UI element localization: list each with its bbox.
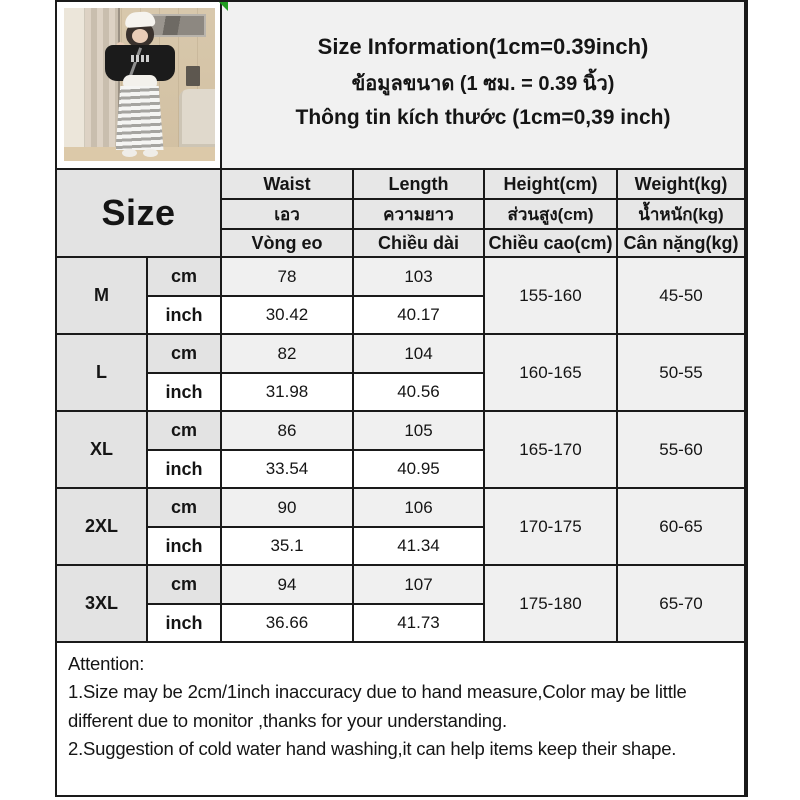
col-header-length-vi: Chiều dài	[354, 230, 483, 256]
col-header-weight-vi: Cân nặng(kg)	[618, 230, 744, 256]
tshirt-graphic	[131, 55, 149, 62]
col-header-waist-th: เอว	[222, 200, 352, 228]
m-waist-inch: 30.42	[222, 297, 352, 333]
col-header-height-en: Height(cm)	[485, 170, 616, 198]
col-header-waist-vi: Vòng eo	[222, 230, 352, 256]
model-photo	[64, 8, 215, 161]
sheer-curtain	[64, 8, 85, 161]
l-length-cm: 104	[354, 335, 483, 372]
attention-note-2: 2.Suggestion of cold water hand washing,it can help items keep their shape.	[68, 737, 677, 759]
col-header-weight-en: Weight(kg)	[618, 170, 744, 198]
l-length-inch: 40.56	[354, 374, 483, 410]
row-size-3xl: 3XL	[57, 566, 146, 641]
bag-strap	[128, 47, 141, 76]
xl-length-cm: 105	[354, 412, 483, 449]
2xl-height: 170-175	[485, 489, 616, 564]
title-block	[222, 2, 744, 168]
title-vietnamese: Thông tin kích thước (1cm=0,39 inch)	[295, 106, 671, 129]
xl-length-inch: 40.95	[354, 451, 483, 487]
col-header-waist-en: Waist	[222, 170, 352, 198]
green-corner-marker	[219, 2, 228, 11]
col-header-height-th: ส่วนสูง(cm)	[485, 200, 616, 228]
l-waist-inch: 31.98	[222, 374, 352, 410]
unit-inch-3xl: inch	[148, 605, 220, 641]
row-size-l: L	[57, 335, 146, 410]
title-thai: ข้อมูลขนาด (1 ซม. = 0.39 นิ้ว)	[351, 73, 615, 95]
m-weight: 45-50	[618, 258, 744, 333]
l-weight: 50-55	[618, 335, 744, 410]
right-shoe	[143, 149, 158, 157]
xl-weight: 55-60	[618, 412, 744, 487]
2xl-waist-cm: 90	[222, 489, 352, 526]
model-face	[132, 29, 148, 43]
m-waist-cm: 78	[222, 258, 352, 295]
product-photo-cell	[57, 2, 220, 168]
title-english: Size Information(1cm=0.39inch)	[317, 34, 649, 59]
attention-note-1: 1.Size may be 2cm/1inch inaccuracy due to hand measure,Color may be little different due to monitor ,thanks for your understanding.	[68, 681, 687, 731]
xl-waist-cm: 86	[222, 412, 352, 449]
3xl-waist-cm: 94	[222, 566, 352, 603]
2xl-length-inch: 41.34	[354, 528, 483, 564]
3xl-height: 175-180	[485, 566, 616, 641]
unit-inch-m: inch	[148, 297, 220, 333]
col-header-weight-th: น้ำหนัก(kg)	[618, 200, 744, 228]
row-size-m: M	[57, 258, 146, 333]
row-size-xl: XL	[57, 412, 146, 487]
attention-section	[57, 643, 744, 795]
unit-inch-l: inch	[148, 374, 220, 410]
m-height: 155-160	[485, 258, 616, 333]
3xl-length-cm: 107	[354, 566, 483, 603]
size-chart-sheet	[55, 0, 748, 797]
3xl-waist-inch: 36.66	[222, 605, 352, 641]
striped-pants	[116, 86, 164, 150]
bed-corner	[179, 89, 215, 147]
unit-cm-2xl: cm	[148, 489, 220, 526]
col-header-length-th: ความยาว	[354, 200, 483, 228]
3xl-weight: 65-70	[618, 566, 744, 641]
size-header-cell: Size	[57, 170, 220, 256]
2xl-waist-inch: 35.1	[222, 528, 352, 564]
xl-height: 165-170	[485, 412, 616, 487]
unit-cm-xl: cm	[148, 412, 220, 449]
m-length-cm: 103	[354, 258, 483, 295]
col-header-height-vi: Chiều cao(cm)	[485, 230, 616, 256]
l-height: 160-165	[485, 335, 616, 410]
unit-cm-3xl: cm	[148, 566, 220, 603]
unit-inch-2xl: inch	[148, 528, 220, 564]
model-figure	[102, 12, 178, 157]
white-cap	[124, 11, 155, 28]
2xl-weight: 60-65	[618, 489, 744, 564]
unit-cm-l: cm	[148, 335, 220, 372]
col-header-length-en: Length	[354, 170, 483, 198]
xl-waist-inch: 33.54	[222, 451, 352, 487]
light-switch	[186, 66, 200, 86]
2xl-length-cm: 106	[354, 489, 483, 526]
unit-cm-m: cm	[148, 258, 220, 295]
m-length-inch: 40.17	[354, 297, 483, 333]
attention-title: Attention:	[68, 653, 145, 674]
row-size-2xl: 2XL	[57, 489, 146, 564]
3xl-length-inch: 41.73	[354, 605, 483, 641]
l-waist-cm: 82	[222, 335, 352, 372]
unit-inch-xl: inch	[148, 451, 220, 487]
left-shoe	[122, 149, 137, 157]
